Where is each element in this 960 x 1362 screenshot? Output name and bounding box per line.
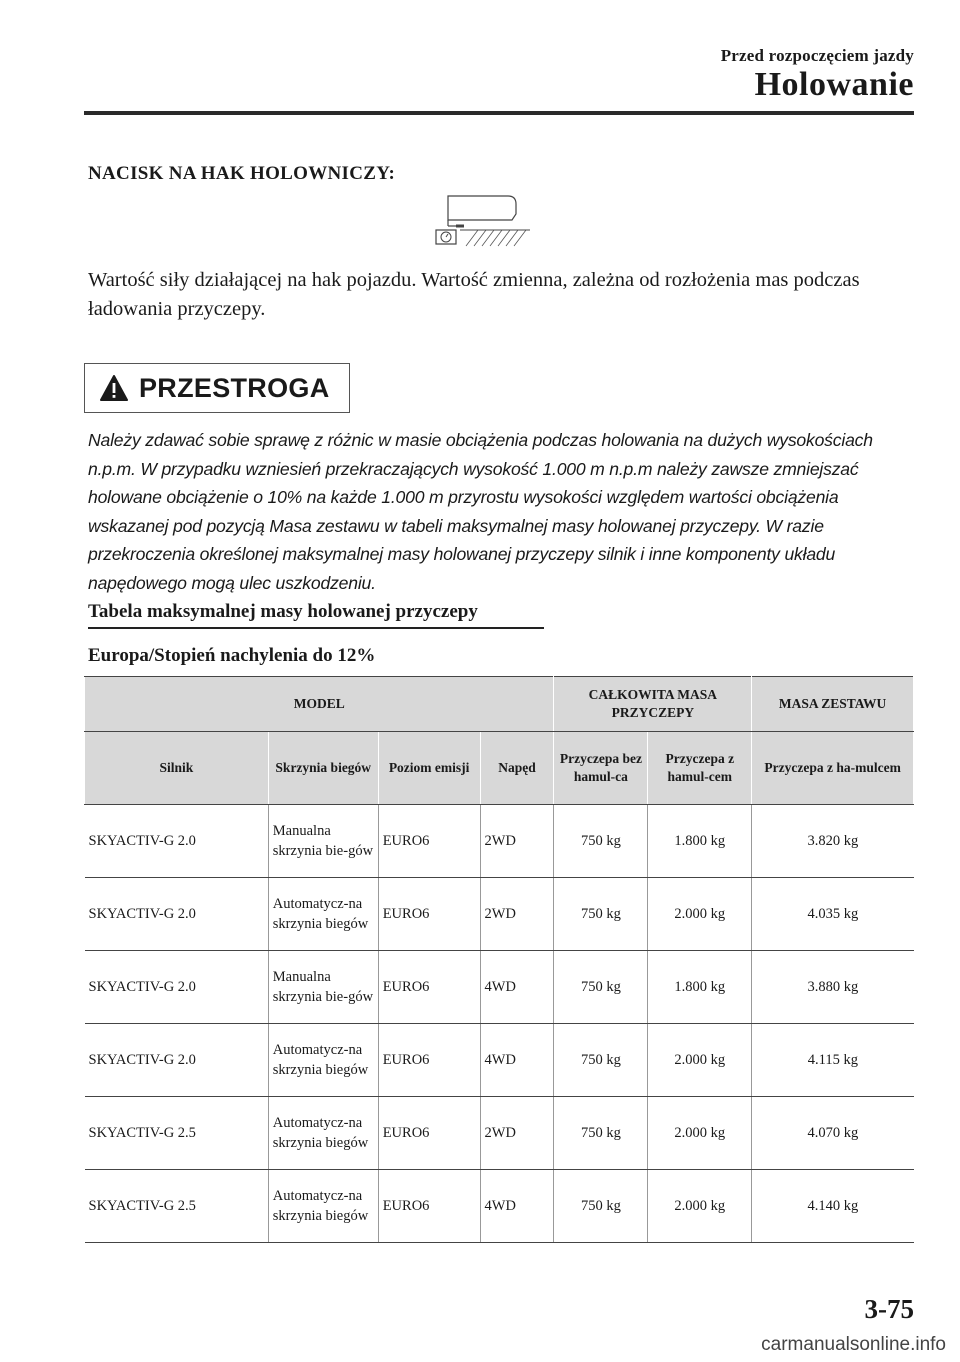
cell-engine: SKYACTIV-G 2.5 [85, 1170, 269, 1243]
section-name: Przed rozpoczęciem jazdy [720, 46, 914, 65]
towbar-scale-diagram-icon [430, 190, 530, 256]
col-engine: Silnik [85, 732, 269, 805]
cell-engine: SKYACTIV-G 2.0 [85, 1024, 269, 1097]
cell-combined: 3.820 kg [752, 805, 914, 878]
cell-unbraked: 750 kg [554, 1170, 648, 1243]
cell-drive: 2WD [480, 805, 554, 878]
cell-unbraked: 750 kg [554, 951, 648, 1024]
col-braked: Przyczepa z hamul-cem [648, 732, 752, 805]
cell-drive: 4WD [480, 1024, 554, 1097]
cell-unbraked: 750 kg [554, 1024, 648, 1097]
cell-combined: 4.070 kg [752, 1097, 914, 1170]
cell-emission: EURO6 [378, 878, 480, 951]
warning-triangle-icon [99, 374, 129, 402]
table-row [85, 1024, 914, 1097]
cell-gearbox: Manualna skrzynia bie-gów [268, 805, 378, 878]
cell-engine: SKYACTIV-G 2.0 [85, 805, 269, 878]
cell-emission: EURO6 [378, 1170, 480, 1243]
cell-gearbox: Manualna skrzynia bie-gów [268, 951, 378, 1024]
cell-combined: 4.115 kg [752, 1024, 914, 1097]
cell-braked: 2.000 kg [648, 1170, 752, 1243]
cell-gearbox: Automatycz-na skrzynia biegów [268, 878, 378, 951]
cell-gearbox: Automatycz-na skrzynia biegów [268, 1024, 378, 1097]
watermark: carmanualsonline.info [761, 1334, 946, 1355]
cell-unbraked: 750 kg [554, 805, 648, 878]
cell-emission: EURO6 [378, 1097, 480, 1170]
cell-engine: SKYACTIV-G 2.0 [85, 951, 269, 1024]
cell-drive: 2WD [480, 878, 554, 951]
tongue-weight-description: Wartość siły działającej na hak pojazdu. Wartość zmienna, zależna od rozłożenia mas podczas ładowania przyczepy. [88, 269, 860, 320]
header-trailer-mass: CAŁKOWITA MASA PRZYCZEPY [554, 677, 752, 732]
cell-emission: EURO6 [378, 1024, 480, 1097]
cell-braked: 1.800 kg [648, 805, 752, 878]
col-gearbox: Skrzynia biegów [268, 732, 378, 805]
page-number: 3-75 [864, 1294, 914, 1324]
cell-drive: 2WD [480, 1097, 554, 1170]
cell-unbraked: 750 kg [554, 1097, 648, 1170]
cell-engine: SKYACTIV-G 2.5 [85, 1097, 269, 1170]
towing-capacity-table [84, 676, 914, 1243]
cell-drive: 4WD [480, 1170, 554, 1243]
tongue-weight-heading: NACISK NA HAK HOLOWNICZY: [88, 163, 396, 184]
cell-engine: SKYACTIV-G 2.0 [85, 878, 269, 951]
caution-banner [84, 363, 350, 413]
table-row [85, 878, 914, 951]
table-row [85, 1170, 914, 1243]
col-drive: Napęd [480, 732, 554, 805]
col-unbraked: Przyczepa bez hamul-ca [554, 732, 648, 805]
table-row [85, 805, 914, 878]
header-combined-mass: MASA ZESTAWU [752, 677, 914, 732]
header-divider [84, 111, 914, 115]
cell-unbraked: 750 kg [554, 878, 648, 951]
cell-emission: EURO6 [378, 805, 480, 878]
caution-label: PRZESTROGA [139, 372, 330, 403]
cell-braked: 2.000 kg [648, 1097, 752, 1170]
cell-combined: 4.035 kg [752, 878, 914, 951]
cell-drive: 4WD [480, 951, 554, 1024]
page-title: Holowanie [754, 66, 914, 103]
cell-emission: EURO6 [378, 951, 480, 1024]
col-combined: Przyczepa z ha-mulcem [752, 732, 914, 805]
table-heading: Tabela maksymalnej masy holowanej przyczepy [88, 601, 544, 629]
caution-text: Należy zdawać sobie sprawę z różnic w masie obciążenia podczas holowania na dużych wysokościach n.p.m. W przypadku wzniesień przekraczających wysokość 1.000 m n.p.m należy zawsze zmniejszać holowane obciążenie o 10% na każde 1.000 m przyrostu wysokości względem wartości obciążenia wskazanej pod pozycją Masa zestawu w tabeli maksymalnej masy holowanej przyczepy. W razie przekroczenia określonej maksymalnej masy holowanej przyczepy silnik i inne komponenty układu napędowego mogą ulec uszkodzeniu. [88, 430, 873, 593]
cell-braked: 2.000 kg [648, 878, 752, 951]
cell-gearbox: Automatycz-na skrzynia biegów [268, 1170, 378, 1243]
header-model: MODEL [85, 677, 554, 732]
table-row [85, 1097, 914, 1170]
table-row [85, 951, 914, 1024]
cell-braked: 2.000 kg [648, 1024, 752, 1097]
col-emission: Poziom emisji [378, 732, 480, 805]
cell-combined: 3.880 kg [752, 951, 914, 1024]
cell-combined: 4.140 kg [752, 1170, 914, 1243]
cell-braked: 1.800 kg [648, 951, 752, 1024]
table-subheading: Europa/Stopień nachylenia do 12% [88, 645, 376, 666]
cell-gearbox: Automatycz-na skrzynia biegów [268, 1097, 378, 1170]
